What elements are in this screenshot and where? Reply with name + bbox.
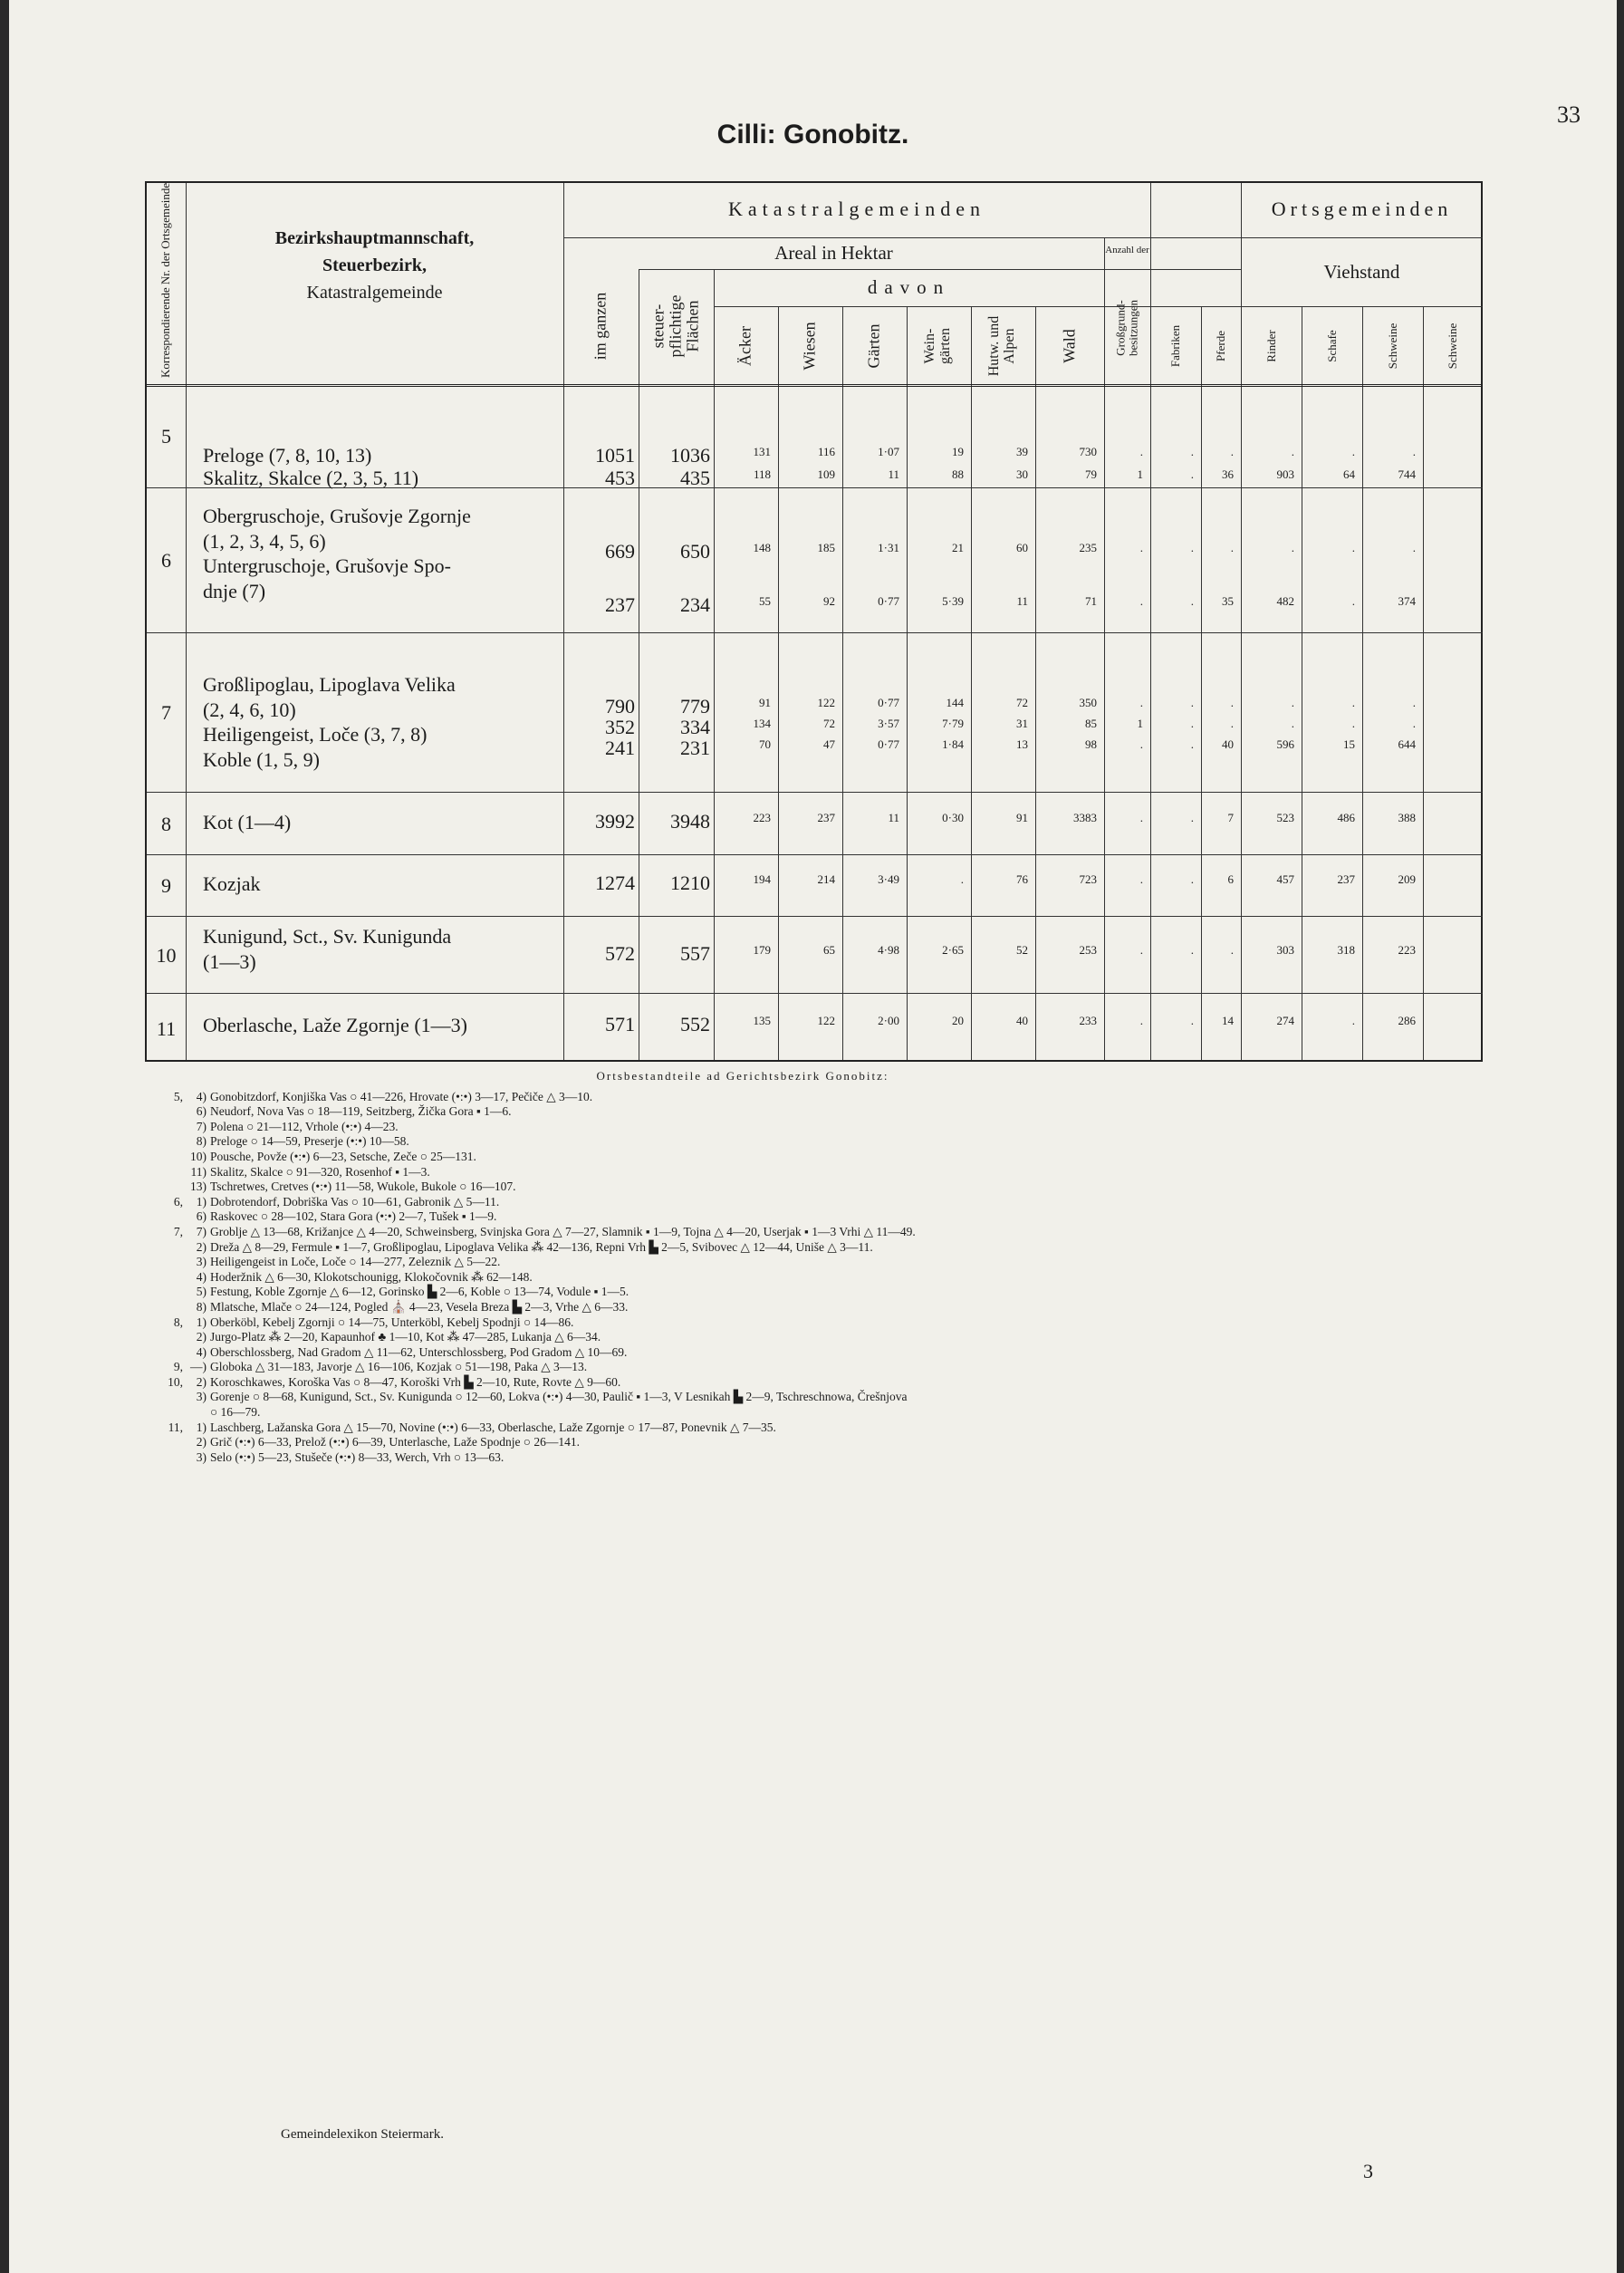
cell-rinder: . (1291, 541, 1294, 554)
cell-gaerten: 3·49 (878, 872, 899, 886)
name-line: Großlipoglau, Lipoglava Velika (203, 673, 456, 696)
cell-acker: 134 (753, 717, 771, 730)
cell-fabr: . (1190, 1014, 1194, 1027)
cell-ganz: 1274 (595, 872, 635, 894)
note-text: Heiligengeist in Loče, Loče ○ 14—277, Zeleznik △ 5—22. (210, 1255, 501, 1269)
notes (145, 1069, 1522, 1465)
note-line (145, 1300, 1522, 1315)
cell-pferde: 36 (1222, 467, 1234, 481)
cell-hutw: 72 (1016, 696, 1028, 709)
note-key: 10, (168, 1374, 183, 1389)
note-line (145, 1315, 1522, 1331)
note-line (145, 1375, 1522, 1391)
cell-hutw: 31 (1016, 717, 1028, 730)
note-sub: 3) (196, 1450, 207, 1464)
header-gaerten: Gärten (864, 323, 883, 369)
cell-wein: . (960, 872, 964, 886)
name-line: Untergruschoje, Grušovje Spo- (203, 554, 451, 577)
cell-gaerten: 1·31 (878, 541, 899, 554)
cell-ganz: 352 (605, 716, 635, 738)
note-sub: 7) (196, 1224, 207, 1238)
page-title: Cilli: Gonobitz. (716, 120, 909, 149)
note-line (145, 1390, 1522, 1405)
cell-schafe: . (1351, 1014, 1355, 1027)
cell-fabr: . (1190, 445, 1194, 458)
cell-schweine: 388 (1398, 811, 1416, 824)
cell-rinder: 482 (1276, 594, 1294, 608)
name-line: Skalitz, Skalce (2, 3, 5, 11) (203, 467, 419, 489)
cell-pferde: 14 (1222, 1014, 1234, 1027)
header-wiesen: Wiesen (800, 322, 819, 371)
cell-ganz: 1051 (595, 444, 635, 467)
note-sub: 13) (190, 1180, 207, 1194)
sheet-number: 3 (1363, 2160, 1373, 2182)
note-sub: 2) (196, 1330, 207, 1344)
cell-schafe: . (1351, 696, 1355, 709)
cell-wiesen: 122 (817, 696, 835, 709)
cell-wein: 2·65 (942, 943, 964, 957)
cell-wald: 723 (1079, 872, 1097, 886)
cell-fabr: . (1190, 737, 1194, 751)
cell-hutw: 91 (1016, 811, 1028, 824)
note-sub: 11) (190, 1164, 207, 1179)
note-line (145, 1240, 1522, 1256)
cell-gaerten: 3·57 (878, 717, 899, 730)
cell-wald: 3383 (1073, 811, 1097, 824)
cell-ganz: 790 (605, 695, 635, 718)
cell-acker: 179 (753, 943, 771, 957)
cell-gross: 1 (1137, 717, 1143, 730)
name-line: Kot (1—4) (203, 811, 292, 833)
cell-acker: 131 (753, 445, 771, 458)
cell-hutw: 52 (1016, 943, 1028, 957)
cell-wald: 79 (1085, 467, 1097, 481)
cell-rinder: . (1291, 717, 1294, 730)
cell-schafe: . (1351, 717, 1355, 730)
cell-wiesen: 237 (817, 811, 835, 824)
cell-wein: 19 (952, 445, 964, 458)
name-line: Heiligengeist, Loče (3, 7, 8) (203, 723, 428, 746)
cell-fabr: . (1190, 717, 1194, 730)
note-text: Skalitz, Skalce ○ 91—320, Rosenhof ▪ 1—3. (210, 1164, 430, 1179)
note-text: Festung, Koble Zgornje △ 6—12, Gorinsko ▙ 2—6, Koble ○ 13—74, Vodule ▪ 1—5. (210, 1285, 629, 1299)
cell-gross: . (1139, 696, 1143, 709)
note-line (145, 1150, 1522, 1165)
cell-acker: 91 (759, 696, 771, 709)
cell-fabr: . (1190, 696, 1194, 709)
note-text: Pousche, Povže (•:•) 6—23, Setsche, Zeče ○ 25—131. (210, 1149, 476, 1163)
header-pferde: Pferde (1214, 331, 1228, 361)
note-sub: 10) (190, 1149, 207, 1163)
cell-wald: 350 (1079, 696, 1097, 709)
note-line (145, 1209, 1522, 1225)
katastral-name (203, 810, 291, 835)
cell-wein: 5·39 (942, 594, 964, 608)
cell-wiesen: 109 (817, 467, 835, 481)
cell-acker: 223 (753, 811, 771, 824)
note-key: 6, (173, 1194, 183, 1209)
cell-gaerten: 0·77 (878, 696, 899, 709)
katastral-name (203, 924, 451, 974)
cell-hutw: 76 (1016, 872, 1028, 886)
header-rinder: Rinder (1264, 330, 1279, 362)
note-key: 11, (168, 1420, 183, 1434)
cell-wein: 144 (946, 696, 964, 709)
note-sub: 6) (196, 1104, 207, 1119)
cell-acker: 135 (753, 1014, 771, 1027)
row-number: 6 (161, 549, 171, 572)
note-sub: 2) (196, 1374, 207, 1389)
cell-schweine: 223 (1398, 943, 1416, 957)
cell-steuer: 552 (680, 1013, 710, 1035)
page (9, 0, 1617, 2273)
cell-ganz: 237 (605, 593, 635, 616)
note-sub: 7) (196, 1119, 207, 1133)
note-line (145, 1405, 1522, 1421)
cell-fabr: . (1190, 541, 1194, 554)
cell-rinder: . (1291, 445, 1294, 458)
cell-hutw: 11 (1016, 594, 1028, 608)
cell-hutw: 40 (1016, 1014, 1028, 1027)
note-line (145, 1225, 1522, 1240)
row-number: 8 (161, 812, 171, 835)
row-number: 11 (156, 1017, 177, 1040)
name-line: Kozjak (203, 872, 261, 895)
cell-schafe: . (1351, 594, 1355, 608)
cell-steuer: 334 (680, 716, 710, 738)
cell-pferde: . (1230, 943, 1234, 957)
cell-pferde: . (1230, 717, 1234, 730)
note-line (145, 1180, 1522, 1195)
cell-wiesen: 122 (817, 1014, 835, 1027)
cell-schafe: 64 (1343, 467, 1355, 481)
page-number: 33 (1557, 101, 1581, 128)
note-line (145, 1360, 1522, 1375)
cell-acker: 118 (753, 467, 771, 481)
cell-fabr: . (1190, 467, 1194, 481)
cell-gross: . (1139, 541, 1143, 554)
cell-wald: 253 (1079, 943, 1097, 957)
note-sub: 4) (196, 1344, 207, 1359)
cell-gaerten: 1·07 (878, 445, 899, 458)
note-text: Raskovec ○ 28—102, Stara Gora (•:•) 2—7, Tušek ▪ 1—9. (210, 1209, 497, 1224)
katastral-name (203, 872, 261, 897)
note-line (145, 1421, 1522, 1436)
cell-steuer: 3948 (670, 810, 710, 833)
cell-fabr: . (1190, 943, 1194, 957)
cell-acker: 70 (759, 737, 771, 751)
note-line (145, 1134, 1522, 1150)
cell-pferde: 6 (1227, 872, 1234, 886)
note-key: 5, (173, 1089, 183, 1103)
cell-steuer: 435 (680, 467, 710, 489)
header-schweine: Schweine (1386, 323, 1400, 370)
note-text: Tschretwes, Cretves (•:•) 11—58, Wukole, Bukole ○ 16—107. (210, 1180, 516, 1194)
note-sub: 1) (196, 1420, 207, 1434)
cell-schweine: . (1412, 717, 1416, 730)
cell-gaerten: 4·98 (878, 943, 899, 957)
header-im-ganzen: im ganzen (591, 292, 610, 361)
cell-rinder: 523 (1276, 811, 1294, 824)
note-text: ○ 16—79. (210, 1405, 261, 1420)
note-sub: 4) (196, 1269, 207, 1284)
note-key: 9, (173, 1360, 183, 1374)
row-number: 7 (161, 701, 171, 724)
cell-gaerten: 2·00 (878, 1014, 899, 1027)
cell-wein: 88 (952, 467, 964, 481)
cell-pferde: . (1230, 541, 1234, 554)
note-text: Koroschkawes, Koroška Vas ○ 8—47, Koroški Vrh ▙ 2—10, Rute, Rovte △ 9—60. (210, 1374, 621, 1389)
cell-hutw: 60 (1016, 541, 1028, 554)
cell-schweine: 209 (1398, 872, 1416, 886)
cell-wein: 21 (952, 541, 964, 554)
cell-wald: 71 (1085, 594, 1097, 608)
cell-gaerten: 11 (888, 811, 899, 824)
row-number: 10 (156, 943, 177, 967)
note-sub: 3) (196, 1390, 207, 1404)
name-line: (1—3) (203, 949, 256, 973)
cell-rinder: 457 (1276, 872, 1294, 886)
cell-gross: . (1139, 1014, 1143, 1027)
note-text: Gonobitzdorf, Konjiška Vas ○ 41—226, Hrovate (•:•) 3—17, Pečiče △ 3—10. (210, 1089, 593, 1103)
note-sub: 8) (196, 1134, 207, 1149)
cell-steuer: 234 (680, 593, 710, 616)
note-text: Globoka △ 31—183, Javorje △ 16—106, Kozjak ○ 51—198, Paka △ 3—13. (210, 1360, 588, 1374)
name-line: Oberlasche, Laže Zgornje (1—3) (203, 1014, 467, 1036)
katastral-name (203, 504, 471, 603)
note-text: Dobrotendorf, Dobriška Vas ○ 10—61, Gabronik △ 5—11. (210, 1194, 500, 1209)
cell-ganz: 572 (605, 942, 635, 965)
cell-schafe: 318 (1337, 943, 1355, 957)
note-sub: 2) (196, 1239, 207, 1254)
cell-gross: . (1139, 594, 1143, 608)
note-line (145, 1255, 1522, 1270)
cell-schafe: . (1351, 445, 1355, 458)
header-name-1: Bezirkshauptmannschaft, (274, 228, 475, 248)
note-sub: 8) (196, 1299, 207, 1314)
cell-schweine: . (1412, 541, 1416, 554)
cell-steuer: 650 (680, 540, 710, 563)
header-schafe: Schafe (1325, 330, 1340, 362)
cell-gross: . (1139, 943, 1143, 957)
cell-schweine: 286 (1398, 1014, 1416, 1027)
cell-wiesen: 72 (823, 717, 835, 730)
cell-gross: . (1139, 445, 1143, 458)
cell-wald: 233 (1079, 1014, 1097, 1027)
cell-hutw: 30 (1016, 467, 1028, 481)
cell-rinder: 303 (1276, 943, 1294, 957)
cell-steuer: 557 (680, 942, 710, 965)
name-line: (2, 4, 6, 10) (203, 698, 296, 721)
footer: Gemeindelexikon Steiermark. (281, 2127, 444, 2142)
cell-gross: . (1139, 872, 1143, 886)
cell-wiesen: 214 (817, 872, 835, 886)
cell-pferde: 35 (1222, 594, 1234, 608)
notes-list (145, 1090, 1522, 1466)
cell-acker: 148 (753, 541, 771, 554)
header-gross: Großgrund-besitzungen (1113, 299, 1139, 357)
header-davon: davon (867, 276, 951, 298)
cell-schafe: 237 (1337, 872, 1355, 886)
cell-gaerten: 11 (888, 467, 899, 481)
cell-wald: 730 (1079, 445, 1097, 458)
cell-wald: 235 (1079, 541, 1097, 554)
note-text: Hoderžnik △ 6—30, Klokotschounigg, Klokočovnik ⁂ 62—148. (210, 1269, 533, 1284)
header-katastral: Katastralgemeinden (728, 197, 985, 220)
note-text: Oberschlossberg, Nad Gradom △ 11—62, Unterschlossberg, Pod Gradom △ 10—69. (210, 1344, 628, 1359)
cell-acker: 55 (759, 594, 771, 608)
cell-wein: 0·30 (942, 811, 964, 824)
name-line: (1, 2, 3, 4, 5, 6) (203, 529, 326, 553)
cell-schweine: 374 (1398, 594, 1416, 608)
cell-schweine: . (1412, 696, 1416, 709)
cell-acker: 194 (753, 872, 771, 886)
cell-steuer: 1210 (670, 872, 710, 894)
header-name-2: Steuerbezirk, (322, 255, 427, 275)
header-schweine-2: Schweine (1446, 323, 1460, 370)
cell-schafe: . (1351, 541, 1355, 554)
header-nr: Korrespondierende Nr. der Ortsgemeinde (159, 182, 173, 378)
cell-rinder: 903 (1276, 467, 1294, 481)
note-text: Gorenje ○ 8—68, Kunigund, Sct., Sv. Kunigunda ○ 12—60, Lokva (•:•) 4—30, Paulič ▪ 1—3, V Lesnikah ▙ 2—9, Tschreschnowa, Črešnjova (210, 1390, 908, 1404)
note-text: Grič (•:•) 6—33, Prelož (•:•) 6—39, Unterlasche, Laže Spodnje ○ 26—141. (210, 1435, 580, 1450)
cell-schafe: 486 (1337, 811, 1355, 824)
cell-ganz: 3992 (595, 810, 635, 833)
note-text: Mlatsche, Mlače ○ 24—124, Pogled ⛪ 4—23, Vesela Breza ▙ 2—3, Vrhe △ 6—33. (210, 1299, 629, 1314)
note-text: Polena ○ 21—112, Vrhole (•:•) 4—23. (210, 1119, 399, 1133)
cell-gaerten: 0·77 (878, 737, 899, 751)
note-key: 8, (173, 1315, 183, 1329)
note-line (145, 1345, 1522, 1361)
row-number: 5 (161, 425, 171, 448)
cell-steuer: 779 (680, 695, 710, 718)
cell-wiesen: 65 (823, 943, 835, 957)
note-sub: 1) (196, 1194, 207, 1209)
cell-wein: 20 (952, 1014, 964, 1027)
cell-wiesen: 92 (823, 594, 835, 608)
name-line: Obergruschoje, Grušovje Zgornje (203, 505, 471, 527)
cell-schweine: . (1412, 445, 1416, 458)
header-areal: Areal in Hektar (774, 242, 893, 264)
name-line: Kunigund, Sct., Sv. Kunigunda (203, 925, 452, 948)
header-acker: Äcker (735, 326, 754, 366)
cell-schafe: 15 (1343, 737, 1355, 751)
note-line (145, 1165, 1522, 1180)
note-text: Dreža △ 8—29, Fermule ▪ 1—7, Großlipoglau, Lipoglava Velika ⁂ 42—136, Repni Vrh ▙ 2—5, Svibovec △ 12—44, Uniše △ 3—11. (210, 1239, 873, 1254)
cell-pferde: 7 (1227, 811, 1234, 824)
note-line (145, 1435, 1522, 1450)
katastral-name (203, 444, 418, 489)
cell-gross: . (1139, 811, 1143, 824)
cell-ganz: 453 (605, 467, 635, 489)
cell-rinder: 274 (1276, 1014, 1294, 1027)
cell-wiesen: 185 (817, 541, 835, 554)
cell-wiesen: 116 (817, 445, 835, 458)
statistics-table (145, 181, 1483, 1062)
header-anzahl: Anzahl der (1105, 245, 1149, 255)
note-sub: 6) (196, 1209, 207, 1224)
cell-fabr: . (1190, 872, 1194, 886)
cell-schweine: 744 (1398, 467, 1416, 481)
cell-gross: . (1139, 737, 1143, 751)
cell-ganz: 669 (605, 540, 635, 563)
row-number: 9 (161, 874, 171, 897)
header-hutw: Hutw. und Alpen (986, 315, 1017, 377)
note-sub: —) (190, 1360, 207, 1374)
note-sub: 5) (196, 1285, 207, 1299)
notes-heading: Ortsbestandteile ad Gerichtsbezirk Gonobitz: (596, 1069, 889, 1083)
note-line (145, 1450, 1522, 1466)
cell-rinder: 596 (1276, 737, 1294, 751)
note-line (145, 1195, 1522, 1210)
note-key: 7, (173, 1224, 183, 1238)
cell-ganz: 571 (605, 1013, 635, 1035)
header-steuer: steuer-pflichtige Flächen (649, 294, 702, 358)
note-text: Selo (•:•) 5—23, Stušeče (•:•) 8—33, Werch, Vrh ○ 13—63. (210, 1450, 504, 1464)
katastral-name (203, 672, 456, 772)
cell-wald: 98 (1085, 737, 1097, 751)
cell-hutw: 39 (1016, 445, 1028, 458)
name-line: dnje (7) (203, 579, 266, 602)
header-name-3: Katastralgemeinde (306, 283, 443, 303)
cell-fabr: . (1190, 811, 1194, 824)
header-wald: Wald (1060, 329, 1079, 363)
name-line: Preloge (7, 8, 10, 13) (203, 444, 372, 467)
cell-gross: 1 (1137, 467, 1143, 481)
cell-gaerten: 0·77 (878, 594, 899, 608)
note-text: Oberköbl, Kebelj Zgornji ○ 14—75, Unterköbl, Kebelj Spodnji ○ 14—86. (210, 1315, 574, 1329)
note-line (145, 1120, 1522, 1135)
note-line (145, 1270, 1522, 1286)
note-sub: 1) (196, 1315, 207, 1329)
cell-ganz: 241 (605, 737, 635, 759)
header-viehstand: Viehstand (1323, 261, 1400, 283)
note-line (145, 1104, 1522, 1120)
note-text: Neudorf, Nova Vas ○ 18—119, Seitzberg, Žička Gora ▪ 1—6. (210, 1104, 512, 1119)
note-line (145, 1285, 1522, 1300)
header-orts: Ortsgemeinden (1271, 197, 1453, 220)
cell-pferde: . (1230, 445, 1234, 458)
katastral-name (203, 1013, 467, 1038)
note-sub: 4) (196, 1089, 207, 1103)
cell-steuer: 231 (680, 737, 710, 759)
note-text: Jurgo-Platz ⁂ 2—20, Kapaunhof ♣ 1—10, Kot ⁂ 47—285, Lukanja △ 6—34. (210, 1330, 601, 1344)
header-fabriken: Fabriken (1168, 324, 1183, 368)
cell-wein: 7·79 (942, 717, 964, 730)
cell-wiesen: 47 (823, 737, 835, 751)
note-line (145, 1090, 1522, 1105)
note-text: Laschberg, Lažanska Gora △ 15—70, Novine (•:•) 6—33, Oberlasche, Laže Zgornje ○ 17—87, Ponevnik △ 7—35. (210, 1420, 776, 1434)
cell-schweine: 644 (1398, 737, 1416, 751)
note-line (145, 1330, 1522, 1345)
cell-wald: 85 (1085, 717, 1097, 730)
note-text: Groblje △ 13—68, Križanjce △ 4—20, Schweinsberg, Svinjska Gora △ 7—27, Slamnik ▪ 1—9, Tojna △ 4—20, Userjak ▪ 1—3 Vrhi △ 11—49. (210, 1224, 916, 1238)
name-line: Koble (1, 5, 9) (203, 747, 320, 771)
cell-wein: 1·84 (942, 737, 964, 751)
cell-steuer: 1036 (670, 444, 710, 467)
header-wein: Wein-gärten (922, 328, 953, 364)
cell-pferde: . (1230, 696, 1234, 709)
note-text: Preloge ○ 14—59, Preserje (•:•) 10—58. (210, 1134, 409, 1149)
cell-rinder: . (1291, 696, 1294, 709)
note-sub: 3) (196, 1255, 207, 1269)
cell-fabr: . (1190, 594, 1194, 608)
cell-hutw: 13 (1016, 737, 1028, 751)
note-sub: 2) (196, 1435, 207, 1450)
cell-pferde: 40 (1222, 737, 1234, 751)
